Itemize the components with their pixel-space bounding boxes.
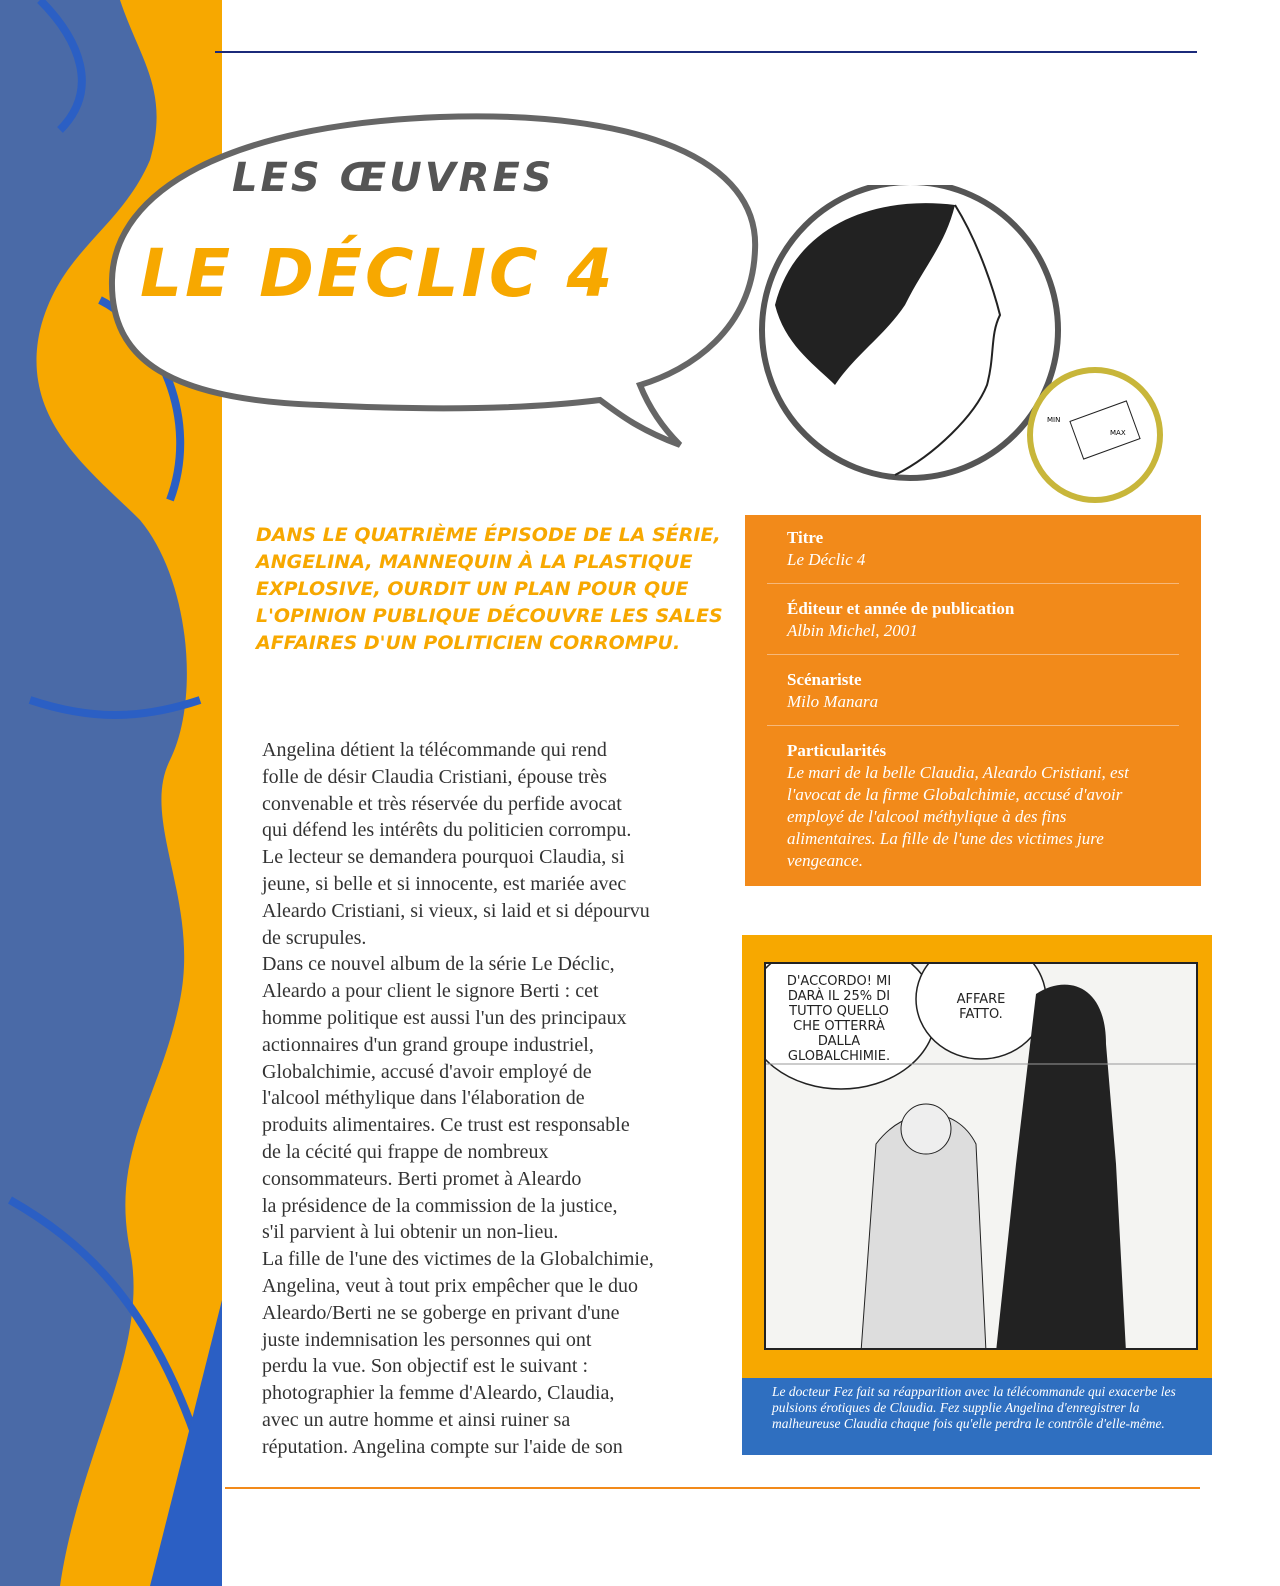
info-section (767, 523, 1179, 584)
body-line: convenable et très réservée du perfide avocat (262, 792, 622, 815)
body-line: Angelina détient la télécommande qui rend (262, 739, 607, 761)
bottom-rule (225, 1487, 1200, 1489)
body-line: s'il parvient à lui obtenir un non-lieu. (262, 1221, 559, 1244)
body-line: Le lecteur se demandera pourquoi Claudia, si (262, 846, 625, 869)
body-line: Angelina, veut à tout prix empêcher que le duo (262, 1274, 638, 1297)
info-value: Le Déclic 4 (787, 550, 866, 569)
body-line: qui défend les intérêts du politicien corrompu. (262, 819, 632, 842)
remote-min-label: MIN (1047, 416, 1061, 424)
info-section (767, 736, 1179, 884)
body-line: actionnaires d'un grand groupe industriel, (262, 1033, 594, 1056)
remote-max-label: MAX (1110, 429, 1126, 437)
body-line: réputation. Angelina compte sur l'aide de son (262, 1435, 623, 1458)
intro-text: DANS LE QUATRIÈME ÉPISODE DE LA SÉRIE, ANGELINA, MANNEQUIN À LA PLASTIQUE EXPLOSIVE, OURDIT UN PLAN POUR QUE L'OPINION PUBLIQUE DÉCOUVRE LES SALES AFFAIRES D'UN POLITICIEN CORROMPU. (256, 524, 723, 654)
body-line: La fille de l'une des victimes de la Globalchimie, (262, 1248, 654, 1271)
body-line: avec un autre homme et ainsi ruiner sa (262, 1408, 571, 1431)
body-line: Aleardo/Berti ne se goberge en privant d'une (262, 1301, 620, 1324)
info-value: Albin Michel, 2001 (787, 621, 918, 640)
info-box (745, 515, 1201, 886)
body-line: homme politique est aussi l'un des principaux (262, 1006, 627, 1029)
body-line: consommateurs. Berti promet à Aleardo (262, 1167, 582, 1190)
info-label: Éditeur et année de publication (787, 599, 1015, 618)
page-title: LE DÉCLIC 4 (140, 235, 616, 312)
body-line: Dans ce nouvel album de la série Le Déclic, (262, 953, 615, 976)
body-line: l'alcool méthylique dans l'élaboration de (262, 1087, 585, 1110)
body-line: de la cécité qui frappe de nombreux (262, 1140, 549, 1163)
info-label: Titre (787, 528, 824, 547)
speech-bubble-berti: D'ACCORDO! MI DARÀ IL 25% DI TUTTO QUELLO CHE OTTERRÀ DALLA GLOBALCHIMIE. (786, 974, 892, 1064)
body-line: photographier la femme d'Aleardo, Claudia, (262, 1382, 615, 1405)
comic-panel (764, 962, 1198, 1350)
speech-bubble (0, 0, 780, 460)
info-section (767, 594, 1179, 655)
body-line: Aleardo Cristiani, si vieux, si laid et si dépourvu (262, 899, 650, 922)
section-kicker: LES ŒUVRES (232, 155, 555, 201)
body-line: la présidence de la commission de la justice, (262, 1194, 618, 1217)
body-line: juste indemnisation les personnes qui ont (262, 1328, 592, 1351)
info-value: Le mari de la belle Claudia, Aleardo Cristiani, est l'avocat de la firme Globalchimie, accusé d'avoir employé de l'alcool méthylique à des fins alimentaires. La fille de l'une des victimes jure vengeance. (787, 763, 1129, 870)
speech-bubble-angelina: AFFARE FATTO. (956, 992, 1006, 1022)
info-section (767, 665, 1179, 726)
info-label: Scénariste (787, 670, 862, 689)
body-line: produits alimentaires. Ce trust est responsable (262, 1114, 630, 1137)
body-line: de scrupules. (262, 926, 367, 949)
comic-panel-box (742, 935, 1212, 1455)
body-line: folle de désir Claudia Cristiani, épouse très (262, 765, 607, 788)
comic-caption: Le docteur Fez fait sa réapparition avec la télécommande qui exacerbe les pulsions érotiques de Claudia. Fez supplie Angelina d'enregistrer la malheureuse Claudia chaque fois qu'elle perdra le contrôle d'elle-même. (742, 1378, 1212, 1455)
body-line: Aleardo a pour client le signore Berti : cet (262, 980, 599, 1003)
info-label: Particularités (787, 741, 887, 760)
info-value: Milo Manara (787, 692, 879, 711)
body-line: Globalchimie, accusé d'avoir employé de (262, 1060, 592, 1083)
portrait-circle (755, 185, 1185, 505)
body-text (262, 737, 732, 1461)
body-line: jeune, si belle et si innocente, est mariée avec (262, 872, 627, 895)
body-line: perdu la vue. Son objectif est le suivant : (262, 1355, 589, 1378)
